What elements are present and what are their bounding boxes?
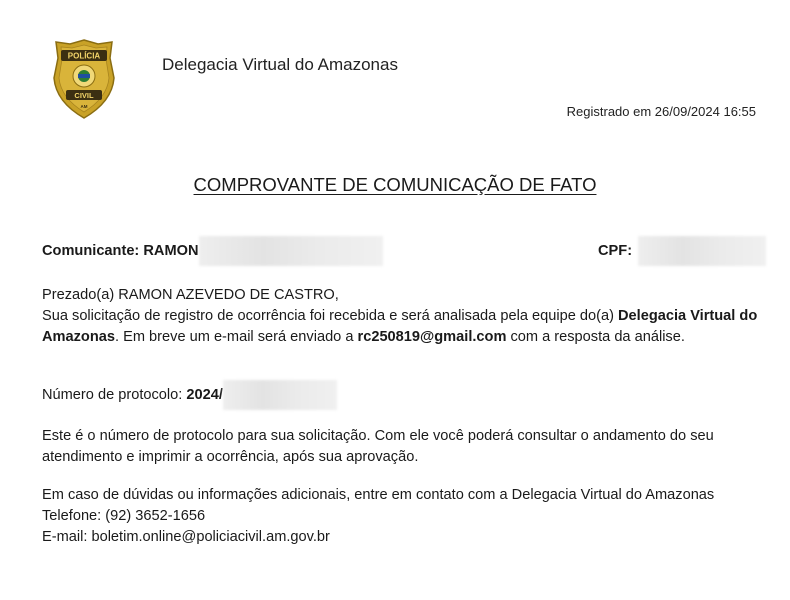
message-text: Sua solicitação de registro de ocorrência foi recebida e será analisada pela equipe do(a) — [42, 308, 618, 324]
greeting: Prezado(a) RAMON AZEVEDO DE CASTRO, — [42, 287, 339, 303]
protocol-line — [42, 380, 337, 410]
protocol-number: 2024/ — [186, 386, 223, 403]
contact-intro: Em caso de dúvidas ou informações adicionais, entre em contato com a Delegacia Virtual do Amazonas — [42, 487, 715, 503]
redacted-protocol — [223, 380, 337, 410]
reporter-line — [42, 236, 383, 266]
contact-block — [42, 485, 760, 548]
protocol-info: Este é o número de protocolo para sua solicitação. Com ele você poderá consultar o andamento do seu atendimento e imprimir a ocorrência, após sua aprovação. — [42, 428, 714, 465]
reporter-label: Comunicante: — [42, 242, 140, 259]
cpf-line — [598, 236, 766, 266]
message-text: com a resposta da análise. — [506, 329, 685, 345]
protocol-label: Número de protocolo: — [42, 386, 183, 403]
police-badge-logo — [52, 38, 116, 120]
registration-timestamp: Registrado em 26/09/2024 16:55 — [566, 104, 756, 119]
contact-email: E-mail: boletim.online@policiacivil.am.gov.br — [42, 529, 330, 545]
document-title: COMPROVANTE DE COMUNICAÇÃO DE FATO — [193, 174, 597, 195]
message-agency: Delegacia Virtual do Amazonas — [42, 308, 758, 345]
cpf-label: CPF: — [598, 242, 633, 259]
contact-phone: Telefone: (92) 3652-1656 — [42, 508, 206, 524]
redacted-reporter-name — [199, 236, 383, 266]
svg-text:CIVIL: CIVIL — [74, 91, 94, 100]
message-paragraph — [42, 285, 760, 348]
message-body — [42, 306, 760, 348]
reporter-name: RAMON — [143, 242, 199, 259]
redacted-cpf — [638, 236, 766, 266]
svg-text:POLÍCIA: POLÍCIA — [67, 51, 101, 61]
svg-text:AM: AM — [80, 104, 88, 109]
message-text: . Em breve um e-mail será enviado a — [115, 329, 358, 345]
agency-name: Delegacia Virtual do Amazonas — [162, 55, 398, 74]
message-email: rc250819@gmail.com — [357, 329, 507, 345]
